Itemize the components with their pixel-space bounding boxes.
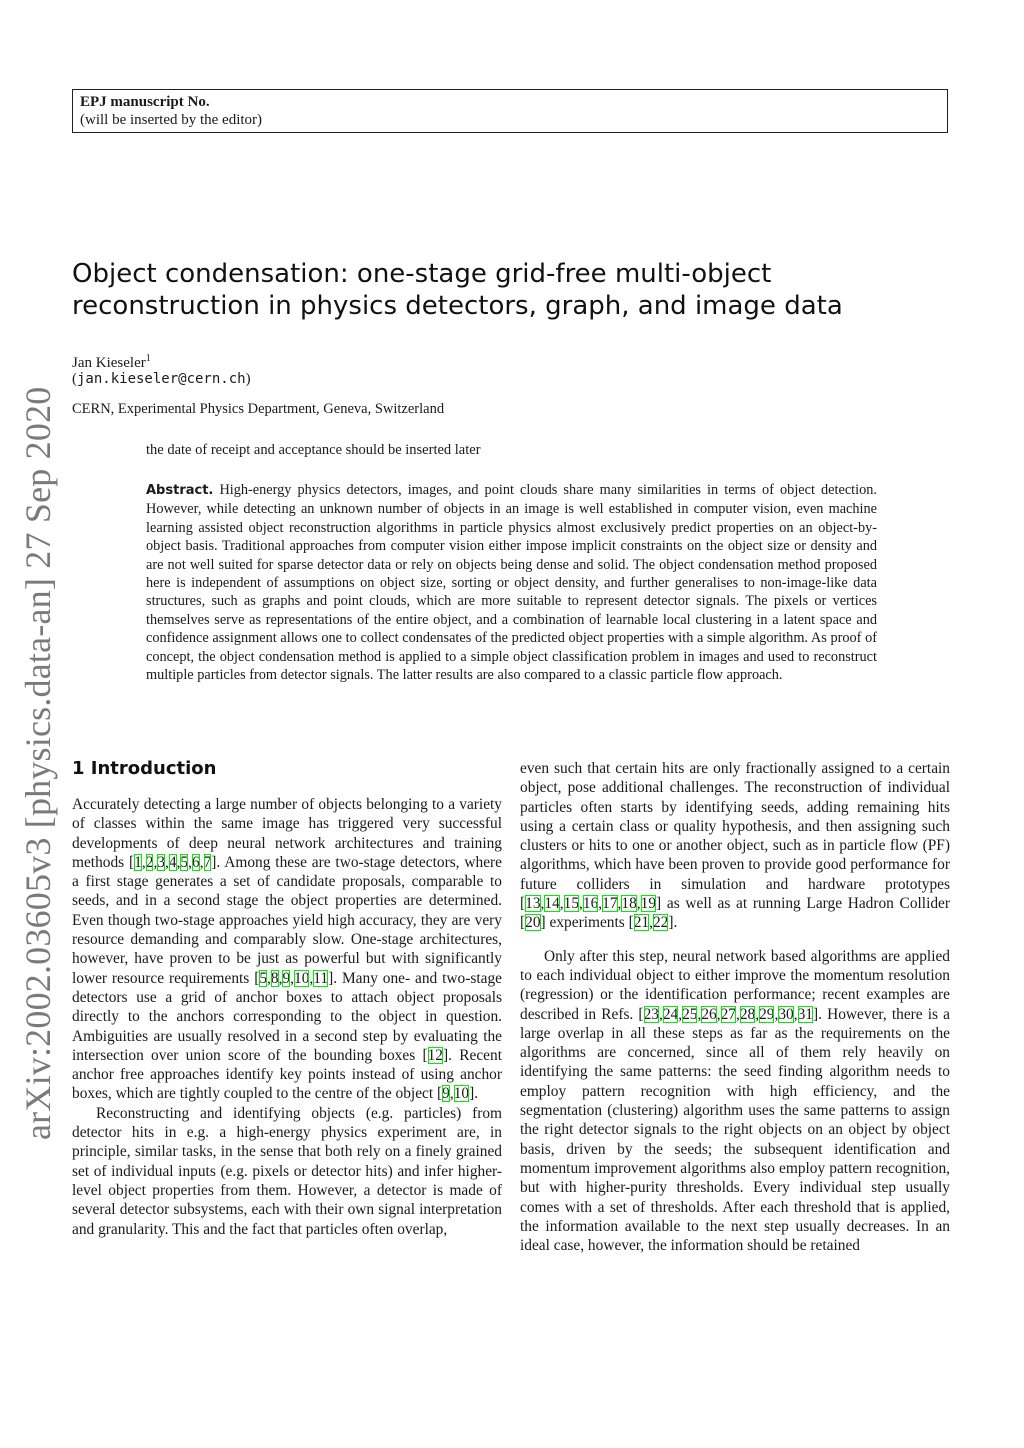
citation-bracket-open: [ — [129, 853, 135, 871]
citation-group — [629, 914, 674, 931]
citation-link[interactable]: 25 — [682, 1005, 698, 1023]
text-run: Only after this step, neural network based algorithms are applied to each individual object to either improve the momentum resolution (regression) or the identification performance; recent examples are described in Refs. — [520, 947, 950, 1023]
author-affil-mark: 1 — [145, 353, 151, 364]
citation-bracket-open: [ — [520, 895, 526, 913]
citation-separator: , — [716, 1005, 721, 1023]
citation-separator: , — [755, 1005, 760, 1023]
citation-link[interactable]: 5 — [259, 969, 268, 987]
citation-bracket-open: [ — [638, 1005, 644, 1023]
text-run: . — [474, 1085, 479, 1103]
left-column — [72, 757, 502, 1239]
citation-link[interactable]: 12 — [427, 1046, 443, 1064]
citation-bracket-close: ] — [443, 1046, 449, 1064]
citation-separator: , — [636, 895, 641, 913]
citation-separator: , — [678, 1005, 683, 1023]
citation-group — [638, 1006, 818, 1023]
citation-link[interactable]: 6 — [191, 853, 200, 871]
citation-link[interactable]: 11 — [313, 969, 329, 987]
citation-link[interactable]: 3 — [157, 853, 165, 871]
citation-link[interactable]: 28 — [739, 1005, 756, 1023]
text-run: Accurately detecting a large number of objects belonging to a variety of classes within the same image has triggered very successful developments of deep neural network architectures and training methods — [72, 796, 502, 871]
text-run: . — [673, 914, 678, 932]
author-email-link[interactable]: jan.kieseler@cern.ch — [77, 371, 246, 387]
email-paren-close: ) — [245, 371, 251, 387]
receipt-note: the date of receipt and acceptance should be inserted later — [146, 442, 481, 458]
citation-separator: , — [449, 1085, 454, 1103]
citation-separator: , — [559, 895, 564, 913]
citation-separator: , — [153, 853, 158, 871]
citation-separator: , — [290, 969, 295, 987]
citation-link[interactable]: 17 — [602, 895, 618, 913]
intro-paragraph-2-cont — [520, 759, 950, 933]
citation-separator: , — [165, 853, 169, 871]
citation-link[interactable]: 30 — [778, 1005, 794, 1023]
citation-bracket-close: ] — [211, 853, 217, 871]
citation-link[interactable]: 13 — [525, 895, 541, 913]
citation-link[interactable]: 15 — [563, 895, 580, 913]
right-column — [520, 757, 950, 1255]
citation-link[interactable]: 22 — [652, 914, 669, 932]
citation-link[interactable]: 18 — [621, 895, 637, 913]
text-run: . However, there is a large overlap in all these steps as far as the requirements on the algorithms are concerned, since all of them rely heavily on identifying the same patterns: the seed finding algorithm needs to employ pattern recognition with high efficiency, and the segmentation (clustering) algorithm uses the same patterns to assign the right detector signals to the right objects on an object by object basis, driven by the seeds; the subsequent identification and momentum improvement algorithms also employ pattern recognition, but with higher-purity thresholds. Every individual step usually comes with a set of thresholds. After each threshold that is applied, the information available to the next step usually decreases. In an ideal case, however, the information should be retained — [520, 1005, 950, 1255]
citation-link[interactable]: 9 — [442, 1085, 450, 1103]
editor-note-box — [72, 89, 948, 133]
citation-separator: , — [188, 853, 192, 871]
citation-link[interactable]: 21 — [633, 914, 650, 932]
abstract-label: Abstract. — [146, 483, 214, 498]
citation-separator: , — [309, 969, 314, 987]
citation-separator: , — [649, 914, 653, 932]
citation-separator: , — [774, 1005, 779, 1023]
citation-separator: , — [141, 853, 146, 871]
citation-link[interactable]: 4 — [168, 853, 177, 871]
author-name: Jan Kieseler — [72, 355, 146, 371]
citation-bracket-open: [ — [436, 1085, 443, 1103]
citation-link[interactable]: 10 — [294, 969, 310, 987]
citation-separator: , — [540, 895, 545, 913]
abstract — [146, 481, 877, 684]
citation-link[interactable]: 7 — [203, 853, 212, 871]
text-run: . Many one- and two-stage detectors use a grid of anchor boxes to attach object proposals directly to the anchors corresponding to the object in question. Ambiguities are usually resolved in a second step by evaluating the intersection over union score of the bounding boxes — [72, 969, 502, 1064]
citation-link[interactable]: 20 — [525, 914, 541, 932]
citation-group — [254, 970, 333, 987]
text-run: . Recent anchor free approaches identify key points instead of using anchor boxes, which are tightly coupled to the centre of the object — [72, 1046, 502, 1103]
intro-paragraph-2: Reconstructing and identifying objects (e.g. particles) from detector hits in e.g. a high-energy physics experiment are, in principle, similar tasks, in the sense that both rely on a finely grained set of individual inputs (e.g. pixels or detector hits) and infer higher-level object properties from them. However, a detector is made of several detector subsystems, each with their own signal interpretation and granularity. This and the fact that particles often overlap, — [72, 1104, 502, 1238]
arxiv-stamp: arXiv:2002.03605v3 [physics.data-an] 27 Sep 2020 — [18, 386, 58, 1140]
citation-link[interactable]: 9 — [282, 969, 291, 987]
text-run: as well as at running Large Hadron Collider — [661, 895, 950, 913]
citation-link[interactable]: 16 — [582, 895, 599, 913]
citation-bracket-close: ] — [668, 914, 674, 932]
citation-link[interactable]: 31 — [797, 1005, 813, 1023]
citation-link[interactable]: 10 — [453, 1085, 470, 1103]
citation-link[interactable]: 1 — [134, 853, 142, 871]
section-heading: 1 Introduction — [72, 758, 217, 779]
citation-bracket-close: ] — [328, 969, 334, 987]
citation-bracket-close: ] — [469, 1085, 475, 1103]
citation-separator: , — [697, 1005, 702, 1023]
abstract-text: High-energy physics detectors, images, and point clouds share many similarities in terms of object detection. However, while detecting an unknown number of objects in an image is well established in computer vision, even machine learning assisted object reconstruction algorithms in particle physics almost exclusively predict properties on an object-by-object basis. Traditional approaches from computer vision either impose implicit constraints on the object size or density and are not well suited for sparse detector data or rely on objects being dense and solid. The object condensation method proposed here is independent of assumptions on object size, sorting or object density, and further generalises to non-image-like data structures, such as graphs and point clouds, which are more suitable to represent detector signals. The pixels or vertices themselves serve as representations of the entire object, and a combination of learnable local clustering in a latent space and confidence assignment allows one to collect condensates of the predicted object properties with a simple algorithm. As proof of concept, the object condensation method is applied to a simple object classification problem in images and used to reconstruct multiple particles from detector signals. The latter results are also compared to a classic particle flow approach. — [146, 482, 877, 684]
citation-separator: , — [267, 969, 271, 987]
citation-link[interactable]: 14 — [544, 895, 560, 913]
citation-separator: , — [617, 895, 622, 913]
citation-link[interactable]: 24 — [662, 1005, 679, 1023]
citation-link[interactable]: 5 — [180, 853, 189, 871]
citation-separator: , — [735, 1005, 740, 1023]
citation-group — [422, 1047, 448, 1064]
citation-link[interactable]: 19 — [640, 895, 657, 913]
citation-separator: , — [199, 853, 204, 871]
citation-bracket-open: [ — [520, 914, 526, 932]
citation-separator: , — [579, 895, 583, 913]
citation-link[interactable]: 8 — [270, 969, 279, 987]
citation-bracket-close: ] — [540, 914, 546, 932]
citation-link[interactable]: 23 — [643, 1005, 659, 1023]
citation-bracket-open: [ — [422, 1046, 428, 1064]
citation-separator: , — [176, 853, 181, 871]
affiliation: CERN, Experimental Physics Department, Geneva, Switzerland — [72, 401, 445, 417]
citation-group — [129, 854, 216, 871]
intro-paragraph-1 — [72, 795, 502, 1104]
citation-link[interactable]: 26 — [701, 1005, 717, 1023]
text-run: . Among these are two-stage detectors, where a first stage generates a set of candidate proposals, comparable to seeds, and in a second stage the object properties are determined. Even though two-stage approaches yield high accuracy, they are very resource demanding and comparably slow. One-stage architectures, however, have proven to be just as powerful but with significantly lower resource requirements — [72, 853, 502, 987]
citation-link[interactable]: 2 — [145, 853, 154, 871]
intro-paragraph-3 — [520, 947, 950, 1256]
email-paren-open: ( — [72, 371, 77, 387]
title-line-2: reconstruction in physics detectors, graph, and image data — [72, 291, 843, 321]
manuscript-label: EPJ manuscript No. — [80, 94, 210, 110]
citation-bracket-close: ] — [656, 895, 662, 913]
citation-separator: , — [598, 895, 603, 913]
citation-separator: , — [278, 969, 283, 987]
author-email-line — [72, 370, 251, 389]
citation-link[interactable]: 27 — [720, 1005, 736, 1023]
citation-bracket-open: [ — [254, 969, 260, 987]
citation-separator: , — [658, 1005, 663, 1023]
citation-group — [520, 895, 661, 912]
citation-group — [520, 914, 546, 931]
citation-group — [437, 1085, 474, 1102]
citation-link[interactable]: 29 — [759, 1005, 775, 1023]
citation-separator: , — [793, 1005, 798, 1023]
citation-bracket-open: [ — [628, 914, 634, 932]
text-run: experiments — [545, 914, 629, 932]
text-run: even such that certain hits are only fractionally assigned to a certain object, pose additional challenges. The reconstruction of individual particles often starts by identifying seeds, adding remaining hits using a certain class or quality hypothesis, and then assigning such clusters or hits to one or another object, such as in particle flow (PF) algorithms, which have been proven to provide good performance for future colliders in simulation and hardware prototypes — [520, 760, 950, 893]
paper-title — [72, 258, 952, 322]
title-line-1: Object condensation: one-stage grid-free multi-object — [72, 259, 772, 289]
citation-bracket-close: ] — [812, 1005, 819, 1023]
editor-note: (will be inserted by the editor) — [80, 112, 263, 128]
